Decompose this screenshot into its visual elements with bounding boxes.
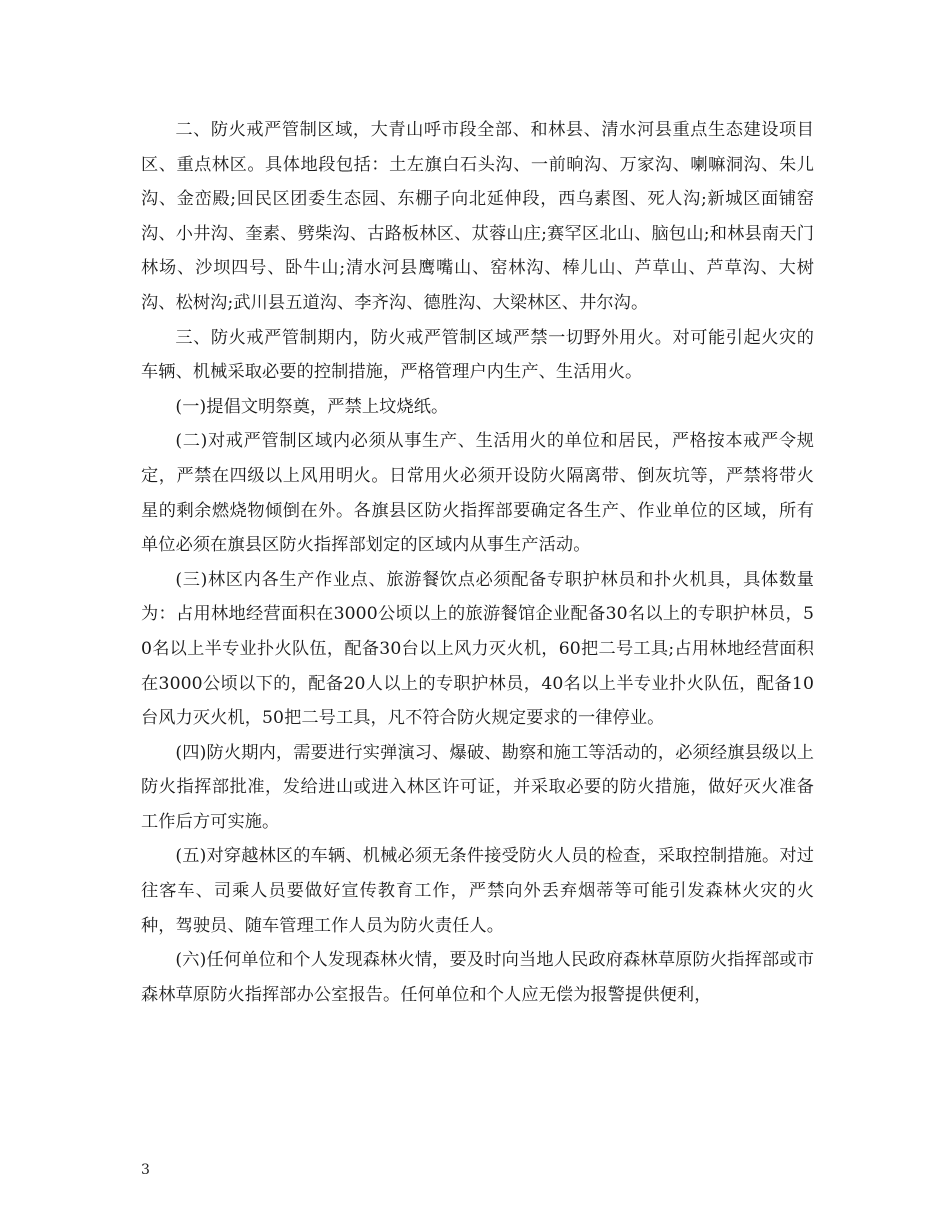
paragraph-item-three: (三)林区内各生产作业点、旅游餐饮点必须配备专职护林员和扑火机具，具体数量为：占用林地经营面积在3000公顷以上的旅游餐馆企业配备30名以上的专职护林员，50名以上半专业扑火队伍，配备30台以上风力灭火机，60把二号工具;占用林地经营面积在3000公顷以下的，配备20人以上的专职护林员，40名以上半专业扑火队伍，配备10台风力灭火机，50把二号工具，凡不符合防火规定要求的一律停业。 bbox=[141, 569, 814, 729]
paragraph-section-three: 三、防火戒严管制期内，防火戒严管制区域严禁一切野外用火。对可能引起火灾的车辆、机械采取必要的控制措施，严格管理户内生产、生活用火。 bbox=[141, 327, 814, 383]
page-number: 3 bbox=[141, 1162, 150, 1178]
paragraph-section-two: 二、防火戒严管制区域，大青山呼市段全部、和林县、清水河县重点生态建设项目区、重点林区。具体地段包括：土左旗白石头沟、一前晌沟、万家沟、喇嘛洞沟、朱儿沟、金峦殿;回民区团委生态园、东棚子向北延伸段，西乌素图、死人沟;新城区面铺窑沟、小井沟、奎素、劈柴沟、古路板林区、苁蓉山庄;赛罕区北山、脑包山;和林县南天门林场、沙坝四号、卧牛山;清水河县鹰嘴山、窑林沟、棒儿山、芦草山、芦草沟、大树沟、松树沟;武川县五道沟、李齐沟、德胜沟、大梁林区、井尔沟。 bbox=[141, 120, 814, 313]
paragraph-item-four: (四)防火期内，需要进行实弹演习、爆破、勘察和施工等活动的，必须经旗县级以上防火指挥部批准，发给进山或进入林区许可证，并采取必要的防火措施，做好灭火准备工作后方可实施。 bbox=[141, 742, 814, 832]
paragraph-item-six: (六)任何单位和个人发现森林火情，要及时向当地人民政府森林草原防火指挥部或市森林草原防火指挥部办公室报告。任何单位和个人应无偿为报警提供便利， bbox=[141, 950, 814, 1005]
document-body bbox=[141, 113, 814, 1012]
paragraph-item-five: (五)对穿越林区的车辆、机械必须无条件接受防火人员的检查，采取控制措施。对过往客车、司乘人员要做好宣传教育工作，严禁向外丢弃烟蒂等可能引发森林火灾的火种，驾驶员、随车管理工作人员为防火责任人。 bbox=[141, 846, 814, 936]
paragraph-item-one: (一)提倡文明祭奠，严禁上坟烧纸。 bbox=[175, 396, 449, 417]
paragraph-item-two: (二)对戒严管制区域内必须从事生产、生活用火的单位和居民，严格按本戒严令规定，严禁在四级以上风用明火。日常用火必须开设防火隔离带、倒灰坑等，严禁将带火星的剩余燃烧物倾倒在外。各旗县区防火指挥部要确定各生产、作业单位的区域，所有单位必须在旗县区防火指挥部划定的区域内从事生产活动。 bbox=[141, 431, 814, 556]
